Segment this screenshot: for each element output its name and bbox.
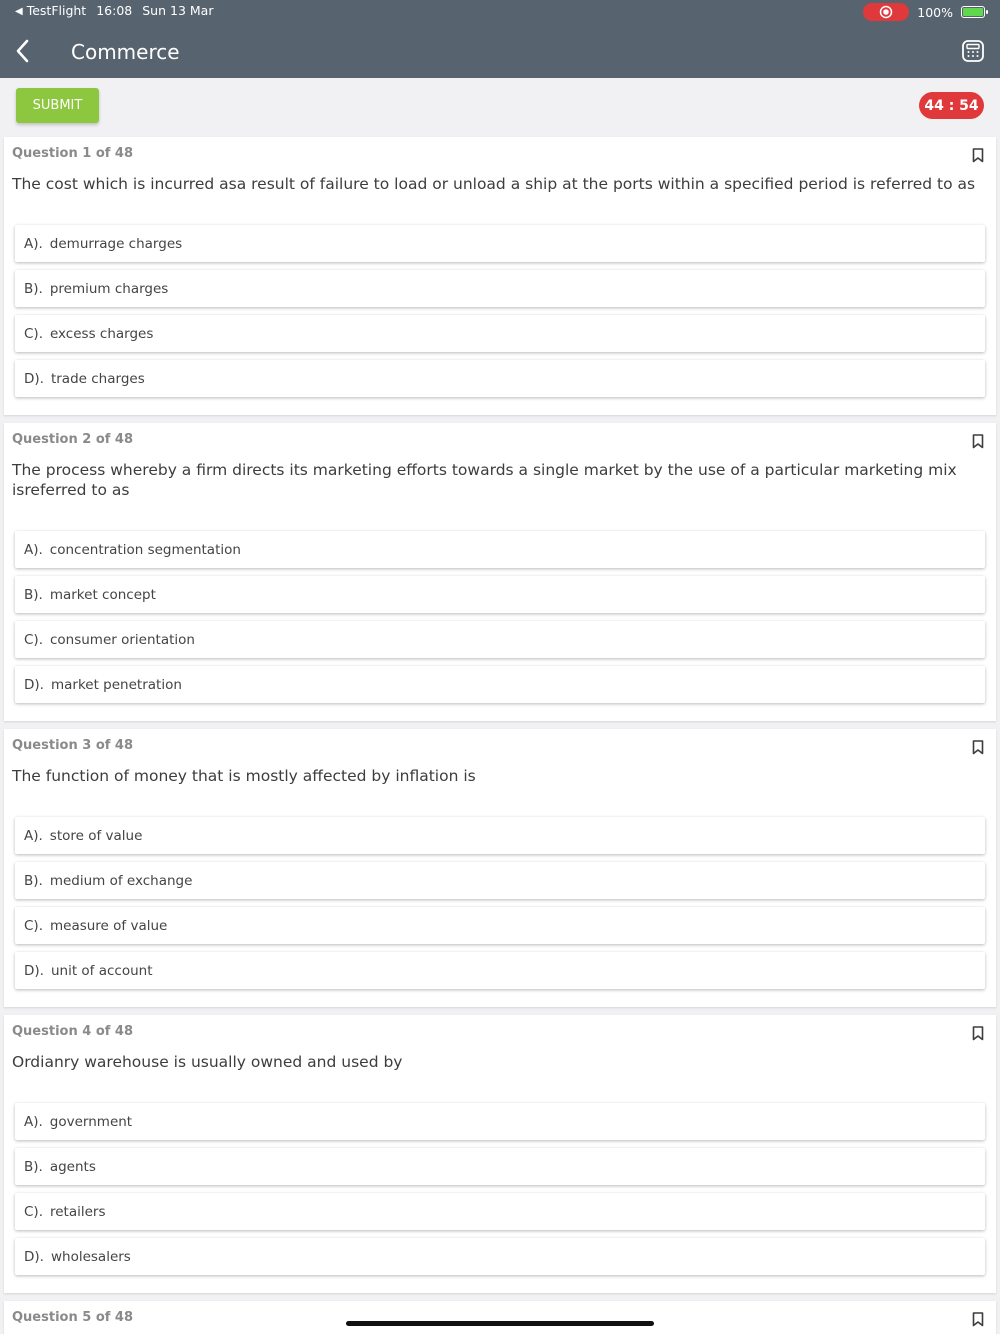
screen-recording-icon[interactable] [863,3,909,21]
question-number: Question 4 of 48 [12,1024,134,1039]
question-card [4,1015,996,1293]
answer-option-a[interactable]: A). concentration segmentation [15,531,985,568]
question-card [4,1301,996,1334]
app-header [0,0,1000,78]
status-bar [0,3,1000,21]
answer-option-c[interactable]: C). retailers [15,1193,985,1230]
answer-options [12,531,988,703]
battery-icon [961,6,985,18]
question-card [4,729,996,1007]
question-text: The function of money that is mostly affected by inflation is [12,767,476,785]
answer-options [12,1103,988,1275]
status-time: 16:08 [96,3,133,18]
back-to-app-label[interactable]: TestFlight [26,3,87,18]
bookmark-icon[interactable] [972,740,984,755]
answer-option-b[interactable]: B). medium of exchange [15,862,985,899]
status-date: Sun 13 Mar [142,3,214,18]
question-card [4,423,996,721]
bookmark-icon[interactable] [972,434,984,449]
question-number: Question 3 of 48 [12,738,134,753]
question-number: Question 1 of 48 [12,146,134,161]
answer-option-a[interactable]: A). demurrage charges [15,225,985,262]
answer-option-b[interactable]: B). agents [15,1148,985,1185]
answer-option-d[interactable]: D). trade charges [15,360,985,397]
bookmark-icon[interactable] [972,1026,984,1041]
question-text: The cost which is incurred asa result of failure to load or unload a ship at the ports within a specified period is referred to as [12,175,976,193]
bookmark-icon[interactable] [972,1312,984,1327]
answer-option-a[interactable]: A). government [15,1103,985,1140]
question-number: Question 5 of 48 [12,1310,134,1325]
answer-option-a[interactable]: A). store of value [15,817,985,854]
submit-button[interactable]: SUBMIT [16,88,99,123]
question-number: Question 2 of 48 [12,432,134,447]
home-indicator[interactable] [346,1321,654,1326]
answer-option-d[interactable]: D). unit of account [15,952,985,989]
answer-option-d[interactable]: D). wholesalers [15,1238,985,1275]
question-card [4,137,996,415]
page-title: Commerce [71,40,180,64]
answer-option-d[interactable]: D). market penetration [15,666,985,703]
back-button[interactable] [12,37,36,65]
question-text: Ordianry warehouse is usually owned and used by [12,1053,403,1071]
answer-option-c[interactable]: C). excess charges [15,315,985,352]
answer-option-b[interactable]: B). market concept [15,576,985,613]
question-list [4,137,996,1334]
calculator-icon [961,39,985,63]
answer-options [12,225,988,397]
answer-option-c[interactable]: C). measure of value [15,907,985,944]
chevron-left-icon [12,37,36,65]
question-text: The process whereby a firm directs its marketing efforts towards a single market by the use of a particular marketing mix isreferred to as [12,461,957,499]
battery-percentage: 100% [917,4,953,20]
countdown-timer: 44 : 54 [919,92,984,119]
answer-options [12,817,988,989]
answer-option-b[interactable]: B). premium charges [15,270,985,307]
answer-option-c[interactable]: C). consumer orientation [15,621,985,658]
bookmark-icon[interactable] [972,148,984,163]
calculator-button[interactable] [961,39,985,63]
back-to-app-icon[interactable]: ◀ [15,6,23,17]
